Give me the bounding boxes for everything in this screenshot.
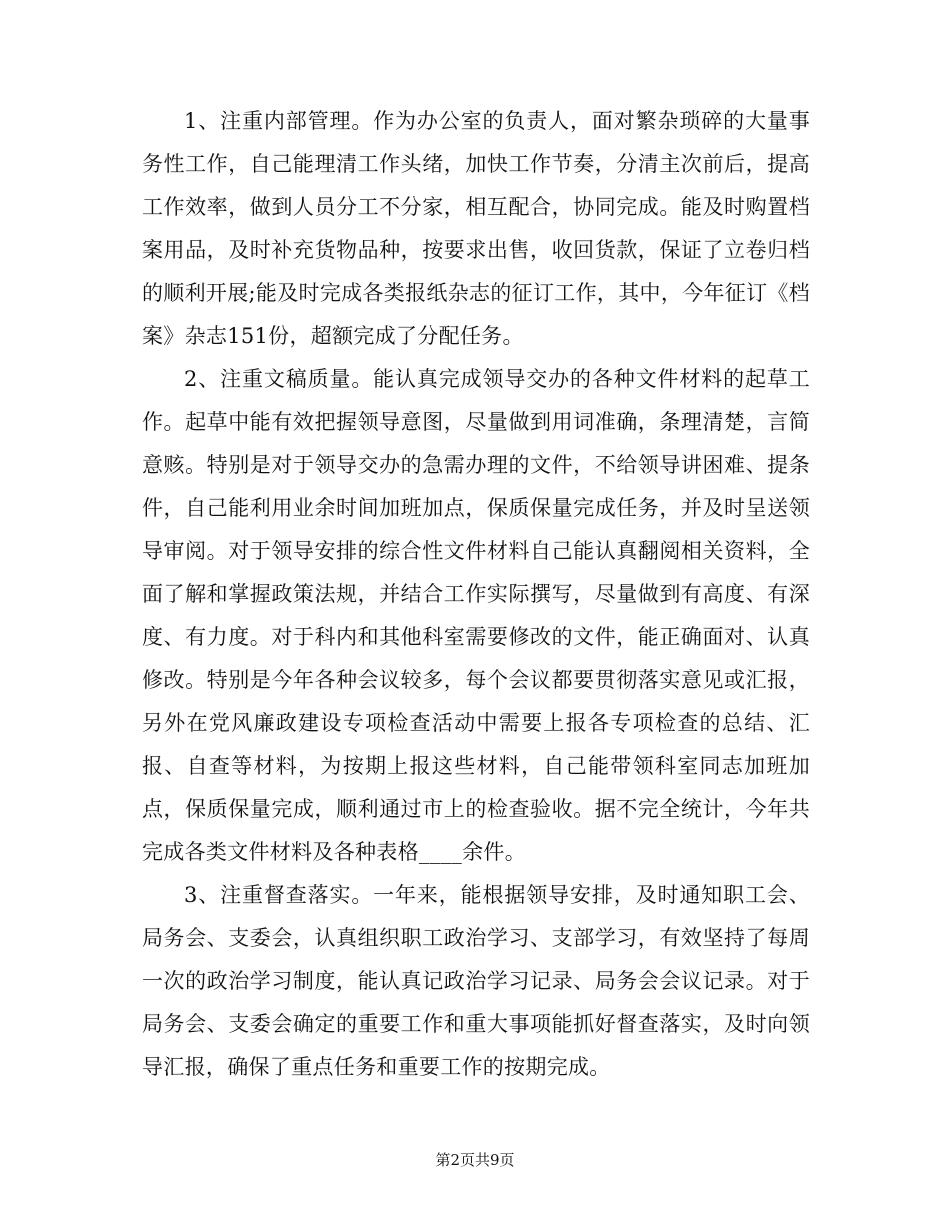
- document-body: [142, 100, 810, 1089]
- paragraph-internal-management: 1、注重内部管理。作为办公室的负责人，面对繁杂琐碎的大量事务性工作，自己能理清工作头绪，加快工作节奏，分清主次前后，提高工作效率，做到人员分工不分家，相互配合，协同完成。能及时购置档案用品，及时补充货物品种，按要求出售，收回货款，保证了立卷归档的顺利开展;能及时完成各类报纸杂志的征订工作，其中，今年征订《档案》杂志151份，超额完成了分配任务。: [142, 109, 810, 348]
- paragraph-document-quality: 2、注重文稿质量。能认真完成领导交办的各种文件材料的起草工作。起草中能有效把握领导意图，尽量做到用词准确，条理清楚，言简意赅。特别是对于领导交办的急需办理的文件，不给领导讲困难、提条件，自己能利用业余时间加班加点，保质保量完成任务，并及时呈送领导审阅。对于领导安排的综合性文件材料自己能认真翻阅相关资料，全面了解和掌握政策法规，并结合工作实际撰写，尽量做到有高度、有深度、有力度。对于科内和其他科室需要修改的文件，能正确面对、认真修改。特别是今年各种会议较多，每个会议都要贯彻落实意见或汇报，另外在党风廉政建设专项检查活动中需要上报各专项检查的总结、汇报、自查等材料，为按期上报这些材料，自己能带领科室同志加班加点，保质保量完成，顺利通过市上的检查验收。据不完全统计，今年共完成各类文件材料及各种表格____余件。: [142, 367, 810, 864]
- paragraph-supervision: 3、注重督查落实。一年来，能根据领导安排，及时通知职工会、局务会、支委会，认真组织职工政治学习、支部学习，有效坚持了每周一次的政治学习制度，能认真记政治学习记录、局务会会议记录。对于局务会、支委会确定的重要工作和重大事项能抓好督查落实，及时向领导汇报，确保了重点任务和重要工作的按期完成。: [142, 883, 810, 1079]
- page-number-footer: 第2页共9页: [435, 1151, 515, 1169]
